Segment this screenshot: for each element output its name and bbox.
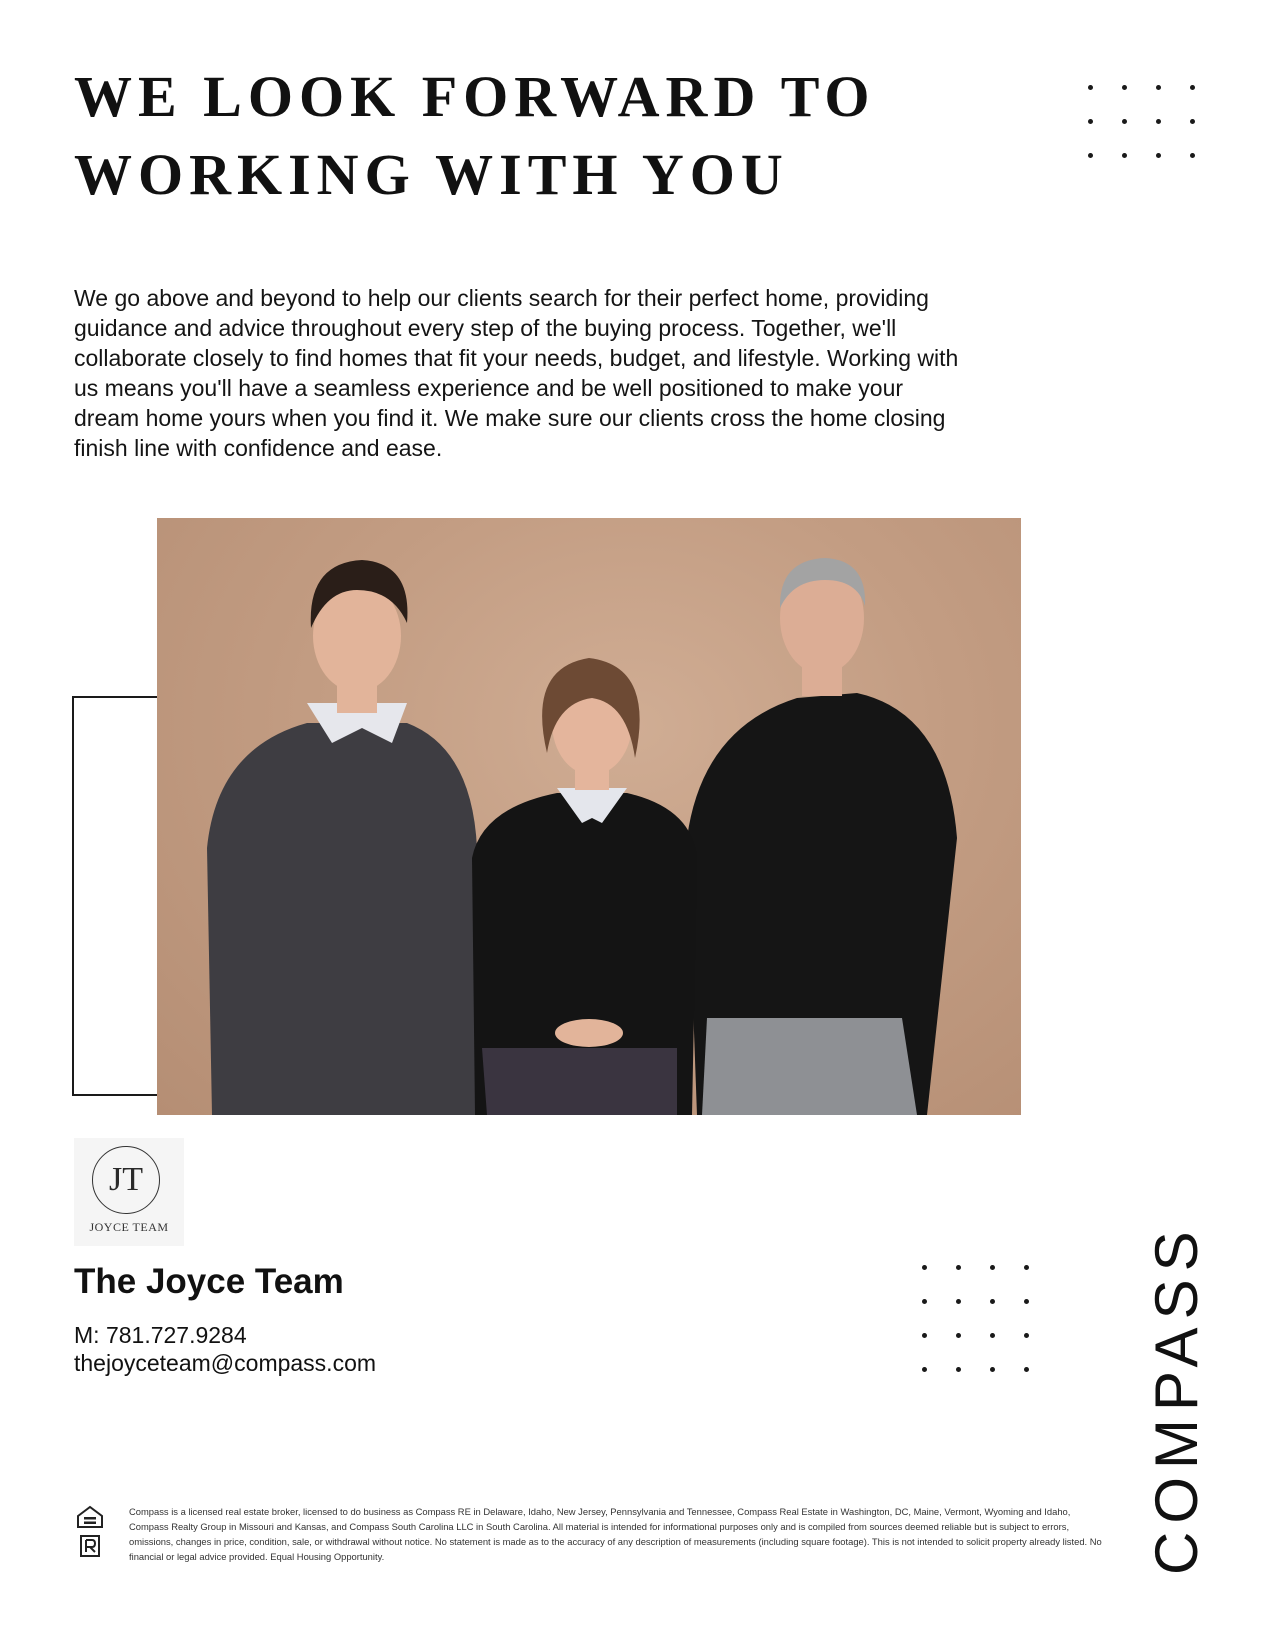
logo-monogram: JT [92,1146,160,1214]
intro-paragraph: We go above and beyond to help our clients search for their perfect home, providing guidance and advice throughout every step of the buying process. Together, we'll collaborate closely to find homes that fit your needs, budget, and lifestyle. Working with us means you'll have a seamless experience and be well positioned to make your dream home yours when you find it. We make sure our clients cross the home closing finish line with confidence and ease. [74,285,959,461]
legal-icons [76,1505,106,1567]
equal-housing-icon [76,1505,104,1529]
decorative-dot-grid-top [1088,85,1195,158]
team-photo [157,518,1021,1115]
legal-disclaimer: Compass is a licensed real estate broker, licensed to do business as Compass RE in Delaware, Idaho, New Jersey, Pennsylvania and Tennessee, Compass Real Estate in Washington, DC, Maine, Vermont, Wyoming and Idaho, Compass Realty Group in Missouri and Kansas, and Compass South Carolina LLC in South Carolina. All material is intended for informational purposes only and is compiled from sources deemed reliable but is subject to errors, omissions, changes in price, condition, sale, or withdrawal without notice. No statement is made as to the accuracy of any description of measurements (including square footage). This is not intended to solicit property already listed. No financial or legal advice provided. Equal Housing Opportunity. [129,1506,1102,1562]
joyce-team-logo [74,1138,184,1246]
logo-text: JOYCE TEAM [89,1220,169,1234]
realtor-icon [76,1535,104,1561]
title-line-1: WE LOOK FORWARD TO [74,64,876,129]
page-title [74,58,876,214]
title-line-2: WORKING WITH YOU [74,142,789,207]
compass-wordmark: COMPASS [1143,1223,1210,1575]
decorative-dot-grid-bottom [922,1265,1029,1372]
email-link[interactable]: thejoyceteam@compass.com [74,1350,377,1376]
team-name: The Joyce Team [74,1262,344,1301]
phone-number[interactable]: M: 781.727.9284 [74,1322,247,1348]
